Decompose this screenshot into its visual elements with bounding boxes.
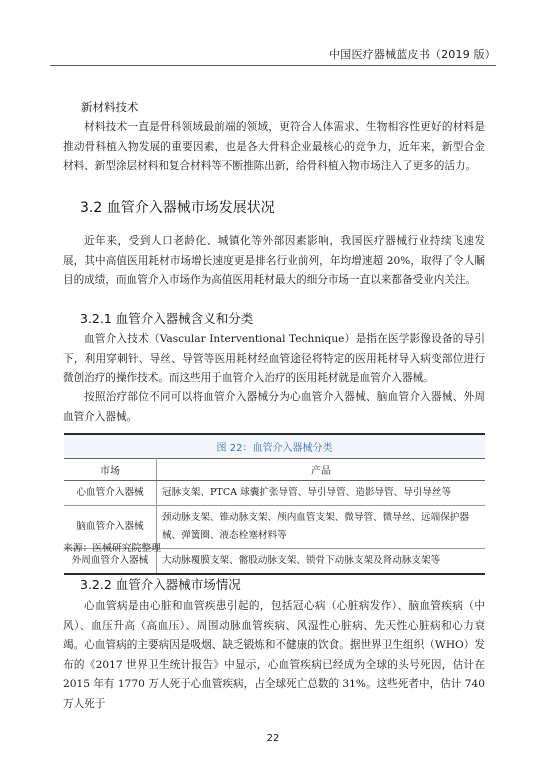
table-cell-market: 心血管介入器械 — [64, 481, 157, 506]
header-rule — [50, 65, 496, 66]
table-source-note: 来源：医械研究院整理 — [63, 543, 161, 554]
paragraph-3-2: 近年来，受到人口老龄化、城镇化等外部因素影响，我国医疗器械行业持续飞速发展，其中高值医用耗材市场增长速度更是排名行业前列，年均增速超 20%，取得了令人瞩目的成绩，而血管介入市场作为高值医用耗材最大的细分市场一直以来都备受业内关注。 — [63, 235, 485, 286]
section-heading-3-2-1: 3.2.1 血管介入器械含义和分类 — [80, 311, 254, 326]
table-cell-market: 外周血管介入器械 — [64, 549, 157, 575]
section-heading-3-2-2: 3.2.2 血管介入器械市场情况 — [80, 577, 241, 592]
table-row — [64, 481, 485, 506]
table-cell-product: 冠脉支架、PTCA 球囊扩张导管、导引导管、造影导管、导引导丝等 — [157, 481, 486, 506]
column-header-product: 产品 — [157, 459, 486, 481]
page-number: 22 — [266, 733, 280, 744]
column-header-market: 市场 — [64, 459, 157, 481]
paragraph-3-2-2: 心血管病是由心脏和血管疾患引起的，包括冠心病（心脏病发作）、脑血管疾病（中风）、血压升高（高血压）、周围动脉血管疾病、风湿性心脏病、先天性心脏病和心力衰竭。心血管病的主要病因是吸烟、缺乏锻炼和不健康的饮食。据世界卫生组织（WHO）发布的《2017 世界卫生统计报告》中显示，心血管疾病已经成为全球的头号死因，估计在 2015 年有 1770 万人死于心血管疾病，占全球死亡总数的 31%。这些死者中，估计 740 万人死于 — [63, 600, 485, 710]
table-caption: 图 22：血管介入器械分类 — [64, 433, 485, 458]
table-header-row — [64, 459, 485, 481]
section-heading-3-2: 3.2 血管介入器械市场发展状况 — [80, 200, 275, 216]
table-cell-product: 大动脉覆膜支架、髂股动脉支架、锁骨下动脉支架及肾动脉支架等 — [157, 549, 486, 575]
table-cell-market: 脑血管介入器械 — [64, 506, 157, 549]
paragraph-3-2-1-classification: 按照治疗部位不同可以将血管介入器械分为心血管介入器械、脑血管介入器械、外周血管介入器械。 — [63, 391, 485, 423]
paragraph-new-materials: 材料技术一直是骨科领域最前端的领域，更符合人体需求、生物相容性更好的材料是推动骨科植入物发展的重要因素，也是各大骨科企业最核心的竞争力，近年来，新型合金材料、新型涂层材料和复合材料等不断推陈出新，给骨科植入物市场注入了更多的活力。 — [63, 121, 485, 172]
table-cell-product: 颈动脉支架、锥动脉支架、颅内血管支架、微导管、微导丝、远端保护器械、弹簧圈、液态栓塞材料等 — [157, 506, 486, 549]
table-grid — [64, 458, 485, 575]
paragraph-3-2-1-definition: 血管介入技术（Vascular Interventional Technique）是指在医学影像设备的导引下，利用穿刺针、导丝、导管等医用耗材经血管途径将特定的医用耗材导入病变部位进行微创治疗的操作技术。而这些用于血管介入治疗的医用耗材就是血管介入器械。 — [63, 333, 485, 384]
subhead-new-materials: 新材料技术 — [81, 100, 139, 114]
running-header: 中国医疗器械蓝皮书（2019 版） — [329, 48, 496, 61]
